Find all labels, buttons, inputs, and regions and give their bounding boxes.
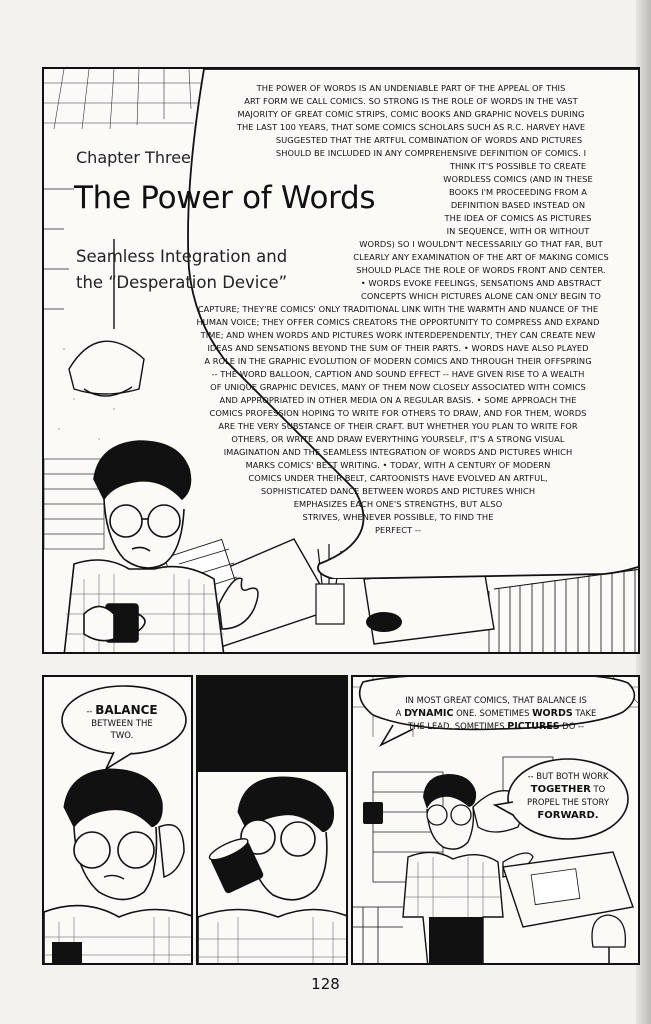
chapter-subtitle-line-1: Seamless Integration and xyxy=(76,247,288,266)
narration-line: THINK IT'S POSSIBLE TO CREATE xyxy=(449,161,587,171)
narration-line: OF UNIQUE GRAPHIC DEVICES, MANY OF THEM NOW CLOSELY ASSOCIATED WITH COMICS xyxy=(210,382,586,392)
dynamic-line-1: IN MOST GREAT COMICS, THAT BALANCE IS xyxy=(405,695,587,705)
bottom-panel-1 xyxy=(42,675,193,965)
narration-line: THE IDEA OF COMICS AS PICTURES xyxy=(444,213,592,223)
narration-line: PERFECT -- xyxy=(374,525,421,535)
narration-line: STRIVES, WHENEVER POSSIBLE, TO FIND THE xyxy=(302,512,494,522)
narration-line: AND APPROPRIATED IN OTHER MEDIA ON A REGULAR BASIS. • SOME APPROACH THE xyxy=(219,395,577,405)
balance-bold-word: BALANCE xyxy=(95,703,158,717)
balance-line-3: TWO. xyxy=(110,731,134,741)
narration-line: • WORDS EVOKE FEELINGS, SENSATIONS AND ABSTRACT xyxy=(360,278,602,288)
narration-line: MARKS COMICS' BEST WRITING. • TODAY, WITH A CENTURY OF MODERN xyxy=(245,460,551,470)
narration-line: EMPHASIZES EACH ONE'S STRENGTHS, BUT ALSO xyxy=(293,499,503,509)
narration-line: TIME; AND WHEN WORDS AND PICTURES WORK INTERDEPENDENTLY, THEY CAN CREATE NEW xyxy=(200,330,596,340)
dynamic-line-3a: THE LEAD, SOMETIMES xyxy=(407,721,508,731)
narration-line: SOPHISTICATED DANCE BETWEEN WORDS AND PICTURES WHICH xyxy=(260,486,536,496)
narration-line: SUGGESTED THAT THE ARTFUL COMBINATION OF WORDS AND PICTURES xyxy=(275,135,583,145)
narration-line: CLEARLY ANY EXAMINATION OF THE ART OF MAKING COMICS xyxy=(353,252,609,262)
narration-line: DEFINITION BASED INSTEAD ON xyxy=(450,200,586,210)
narration-line: WORDLESS COMICS (AND IN THESE xyxy=(443,174,593,184)
narration-line: HUMAN VOICE; THEY OFFER COMICS CREATORS THE OPPORTUNITY TO COMPRESS AND EXPAND xyxy=(196,317,600,327)
narration-line: SHOULD BE INCLUDED IN ANY COMPREHENSIVE DEFINITION OF COMICS. I xyxy=(275,148,587,158)
narration-line: WORDS) SO I WOULDN'T NECESSARILY GO THAT FAR, BUT xyxy=(359,239,603,249)
together-bold-word: TOGETHER xyxy=(530,783,591,795)
chapter-title: The Power of Words xyxy=(74,180,376,216)
dynamic-bold-pictures: PICTURES xyxy=(507,721,560,732)
dynamic-line-2e: TAKE xyxy=(572,708,597,718)
narration-line: CAPTURE; THEY'RE COMICS' ONLY TRADITIONAL LINK WITH THE WARMTH AND NUANCE OF THE xyxy=(197,304,599,314)
dynamic-line-3c: DO -- xyxy=(559,721,585,731)
narration-line: THE POWER OF WORDS IS AN UNDENIABLE PART OF THE APPEAL OF THIS xyxy=(256,83,566,93)
together-balloon-text xyxy=(511,770,625,822)
dynamic-line-2c: ONE. SOMETIMES xyxy=(453,708,533,718)
balance-balloon-text xyxy=(62,704,182,742)
dynamic-bold-dynamic: DYNAMIC xyxy=(404,708,454,719)
dynamic-line-2a: A xyxy=(395,708,405,718)
balance-lead: -- xyxy=(86,707,96,717)
chapter-subtitle-line-2: the “Desperation Device” xyxy=(76,273,288,292)
narration-line: -- THE WORD BALLOON, CAPTION AND SOUND EFFECT -- HAVE GIVEN RISE TO A WEALTH xyxy=(211,369,585,379)
chapter-label: Chapter Three xyxy=(76,148,191,167)
narration-line: CONCEPTS WHICH PICTURES ALONE CAN ONLY BEGIN TO xyxy=(361,291,601,301)
together-line-3: PROPEL THE STORY xyxy=(527,797,609,807)
narration-line: IN SEQUENCE, WITH OR WITHOUT xyxy=(446,226,590,236)
together-bold-forward: FORWARD. xyxy=(537,809,599,821)
together-line-2b: TO xyxy=(590,783,606,794)
narration-line: A ROLE IN THE GRAPHIC EVOLUTION OF MODERN COMICS AND THROUGH THEIR OFFSPRING xyxy=(204,356,592,366)
bottom-panel-3 xyxy=(351,675,640,965)
narration-line: COMICS PROFESSION HOPING TO WRITE FOR OTHERS TO DRAW, AND FOR THEM, WORDS xyxy=(209,408,587,418)
narration-line: IMAGINATION AND THE SEAMLESS INTEGRATION OF WORDS AND PICTURES WHICH xyxy=(223,447,573,457)
bottom-panel-2 xyxy=(196,675,348,965)
narration-line: MAJORITY OF GREAT COMIC STRIPS, COMIC BOOKS AND GRAPHIC NOVELS DURING xyxy=(237,109,585,119)
dynamic-balloon-text xyxy=(369,694,623,733)
balance-line-2: BETWEEN THE xyxy=(91,719,153,729)
narration-line: ART FORM WE CALL COMICS. SO STRONG IS THE ROLE OF WORDS IN THE VAST xyxy=(244,96,578,106)
together-line-1: -- BUT BOTH WORK xyxy=(527,771,609,781)
narration-line: THE LAST 100 YEARS, THAT SOME COMICS SCHOLARS SUCH AS R.C. HARVEY HAVE xyxy=(236,122,586,132)
page-number: 128 xyxy=(311,975,340,993)
narration-line: BOOKS I'M PROCEEDING FROM A xyxy=(448,187,588,197)
narration-line: ARE THE VERY SUBSTANCE OF THEIR CRAFT. BUT WHETHER YOU PLAN TO WRITE FOR xyxy=(218,421,578,431)
narration-line: IDEAS AND SENSATIONS BEYOND THE SUM OF THEIR PARTS. • WORDS HAVE ALSO PLAYED xyxy=(207,343,589,353)
narration-line: OTHERS, OR WRITE AND DRAW EVERYTHING YOURSELF, IT'S A STRONG VISUAL xyxy=(231,434,565,444)
dynamic-bold-words: WORDS xyxy=(532,708,573,719)
narration-line: SHOULD PLACE THE ROLE OF WORDS FRONT AND CENTER. xyxy=(356,265,606,275)
bottom-panel-2-artwork xyxy=(198,677,348,965)
narration-line: COMICS UNDER THEIR BELT, CARTOONISTS HAVE EVOLVED AN ARTFUL, xyxy=(248,473,548,483)
